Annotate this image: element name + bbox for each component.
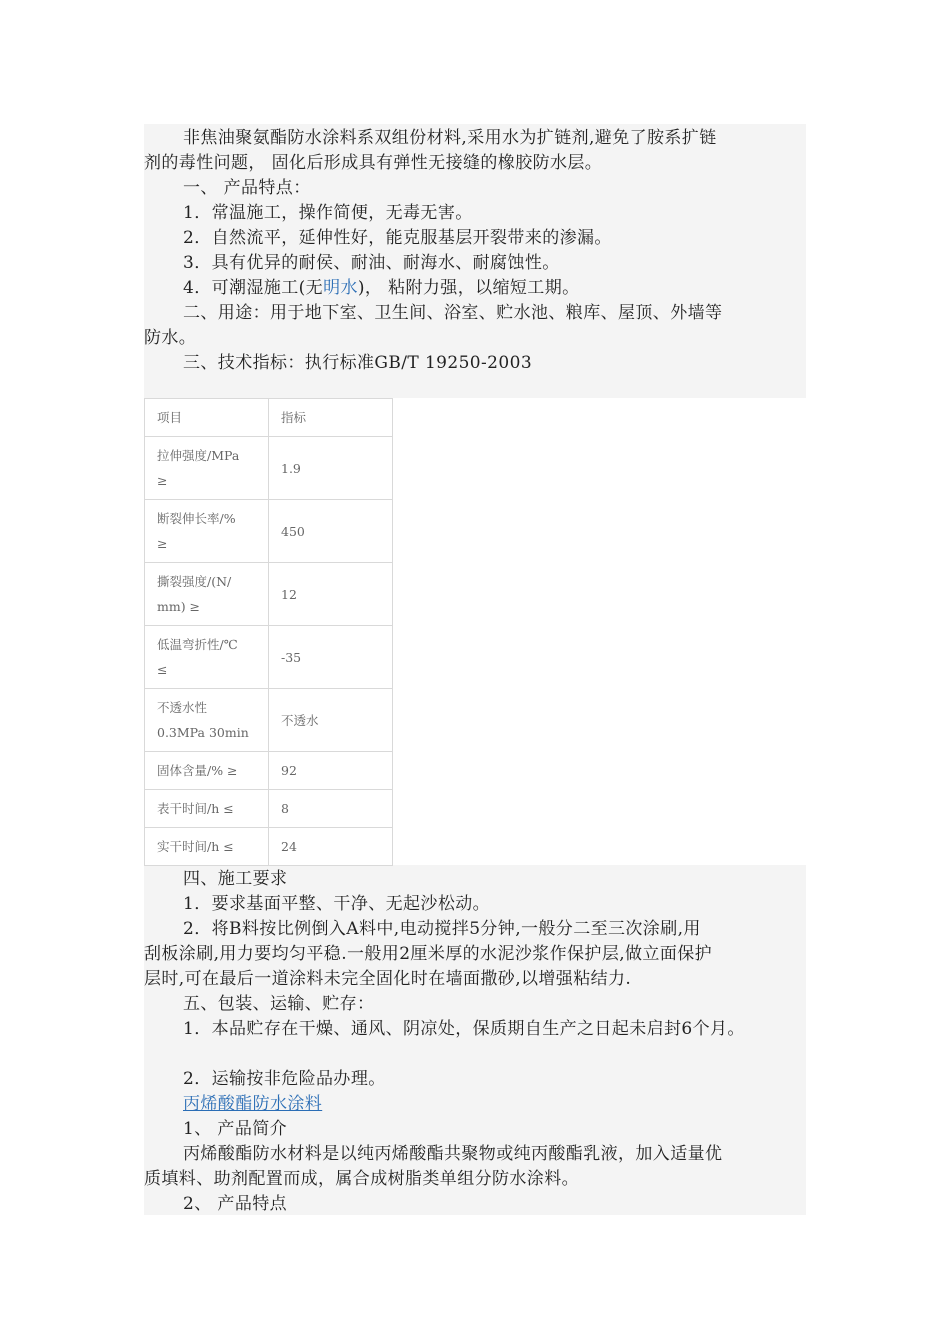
acrylic-coating-link[interactable]: 丙烯酸酯防水涂料 xyxy=(183,1094,323,1114)
feature-item-4 xyxy=(183,276,580,301)
table-header-item: 项目 xyxy=(145,399,269,437)
construction-item-2-line-1: 2．将B料按比例倒入A料中,电动搅拌5分钟,一般分二至三次涂刷,用 xyxy=(183,919,701,939)
item-line-2: ≤ xyxy=(157,662,168,677)
item-line-1: 断裂伸长率/% xyxy=(157,511,236,526)
table-cell-item xyxy=(145,500,269,563)
construction-item-2-line-2: 刮板涂刷,用力要均匀平稳.一般用2厘米厚的水泥沙浆作保护层,做立面保护 xyxy=(144,944,713,964)
item-line-1: 拉伸强度/MPa xyxy=(157,448,240,463)
construction-item-2-line-3: 层时,可在最后一道涂料未完全固化时在墙面撒砂,以增强粘结力. xyxy=(144,969,632,989)
table-cell-item: 实干时间/h ≤ xyxy=(145,828,269,866)
item-line-1: 撕裂强度/(N/ xyxy=(157,574,232,589)
table-row xyxy=(145,752,393,790)
table-cell-item xyxy=(145,437,269,500)
item-line-2: mm) ≥ xyxy=(157,599,201,614)
acrylic-intro-line-1: 丙烯酸酯防水材料是以纯丙烯酸酯共聚物或纯丙酸酯乳液，加入适量优 xyxy=(183,1144,723,1164)
table-row xyxy=(145,500,393,563)
acrylic-intro-heading: 1、 产品简介 xyxy=(183,1119,288,1139)
table-cell-value: 92 xyxy=(269,752,393,790)
feature-item-3: 3．具有优异的耐侯、耐油、耐海水、耐腐蚀性。 xyxy=(183,253,560,273)
table-row xyxy=(145,689,393,752)
table-cell-value: 1.9 xyxy=(269,437,393,500)
features-heading: 一、 产品特点： xyxy=(183,178,311,198)
table-cell-value: 24 xyxy=(269,828,393,866)
table-row xyxy=(145,563,393,626)
table-cell-value: 不透水 xyxy=(269,689,393,752)
table-cell-value: 450 xyxy=(269,500,393,563)
table-cell-value: 12 xyxy=(269,563,393,626)
item-line-2: ≥ xyxy=(157,536,168,551)
table-row xyxy=(145,437,393,500)
item-line-2: ≥ xyxy=(157,473,168,488)
table-cell-item xyxy=(145,563,269,626)
table-cell-value: 8 xyxy=(269,790,393,828)
feature-item-4-text-end: )， 粘附力强，以缩短工期。 xyxy=(357,278,580,298)
acrylic-intro-line-2: 质填料、助剂配置而成，属合成树脂类单组分防水涂料。 xyxy=(144,1169,579,1189)
intro-paragraph-line-1: 非焦油聚氨酯防水涂料系双组份材料,采用水为扩链剂,避免了胺系扩链 xyxy=(183,128,717,148)
feature-item-2: 2．自然流平，延伸性好，能克服基层开裂带来的渗漏。 xyxy=(183,228,612,248)
spec-heading: 三、技术指标：执行标准GB/T 19250-2003 xyxy=(183,353,533,373)
table-cell-item xyxy=(145,689,269,752)
technical-spec-table xyxy=(144,398,393,866)
feature-item-1: 1．常温施工，操作简便，无毒无害。 xyxy=(183,203,473,223)
feature-item-4-text-start: 4．可潮湿施工(无 xyxy=(183,278,324,298)
usage-line-1: 二、用途：用于地下室、卫生间、浴室、贮水池、粮库、屋顶、外墙等 xyxy=(183,303,723,323)
table-cell-item: 固体含量/% ≥ xyxy=(145,752,269,790)
table-row xyxy=(145,828,393,866)
packaging-item-2: 2．运输按非危险品办理。 xyxy=(183,1069,386,1089)
table-row xyxy=(145,790,393,828)
item-line-1: 低温弯折性/℃ xyxy=(157,637,238,652)
table-header-row xyxy=(145,399,393,437)
usage-line-2: 防水。 xyxy=(144,328,197,348)
table-cell-item xyxy=(145,626,269,689)
construction-item-1: 1．要求基面平整、干净、无起沙松动。 xyxy=(183,894,491,914)
table-cell-value: -35 xyxy=(269,626,393,689)
table-cell-item: 表干时间/h ≤ xyxy=(145,790,269,828)
intro-paragraph-line-2: 剂的毒性问题， 固化后形成具有弹性无接缝的橡胶防水层。 xyxy=(144,153,603,173)
packaging-heading: 五、包装、运输、贮存： xyxy=(183,994,375,1014)
construction-heading: 四、施工要求 xyxy=(183,869,288,889)
item-line-1: 不透水性 xyxy=(157,700,208,715)
item-line-2: 0.3MPa 30min xyxy=(157,725,249,740)
table-row xyxy=(145,626,393,689)
table-header-value: 指标 xyxy=(269,399,393,437)
acrylic-features-heading: 2、 产品特点 xyxy=(183,1194,288,1214)
packaging-item-1: 1．本品贮存在干燥、通风、阴凉处，保质期自生产之日起未启封6个月。 xyxy=(183,1019,745,1039)
open-water-link[interactable]: 明水 xyxy=(323,278,358,298)
